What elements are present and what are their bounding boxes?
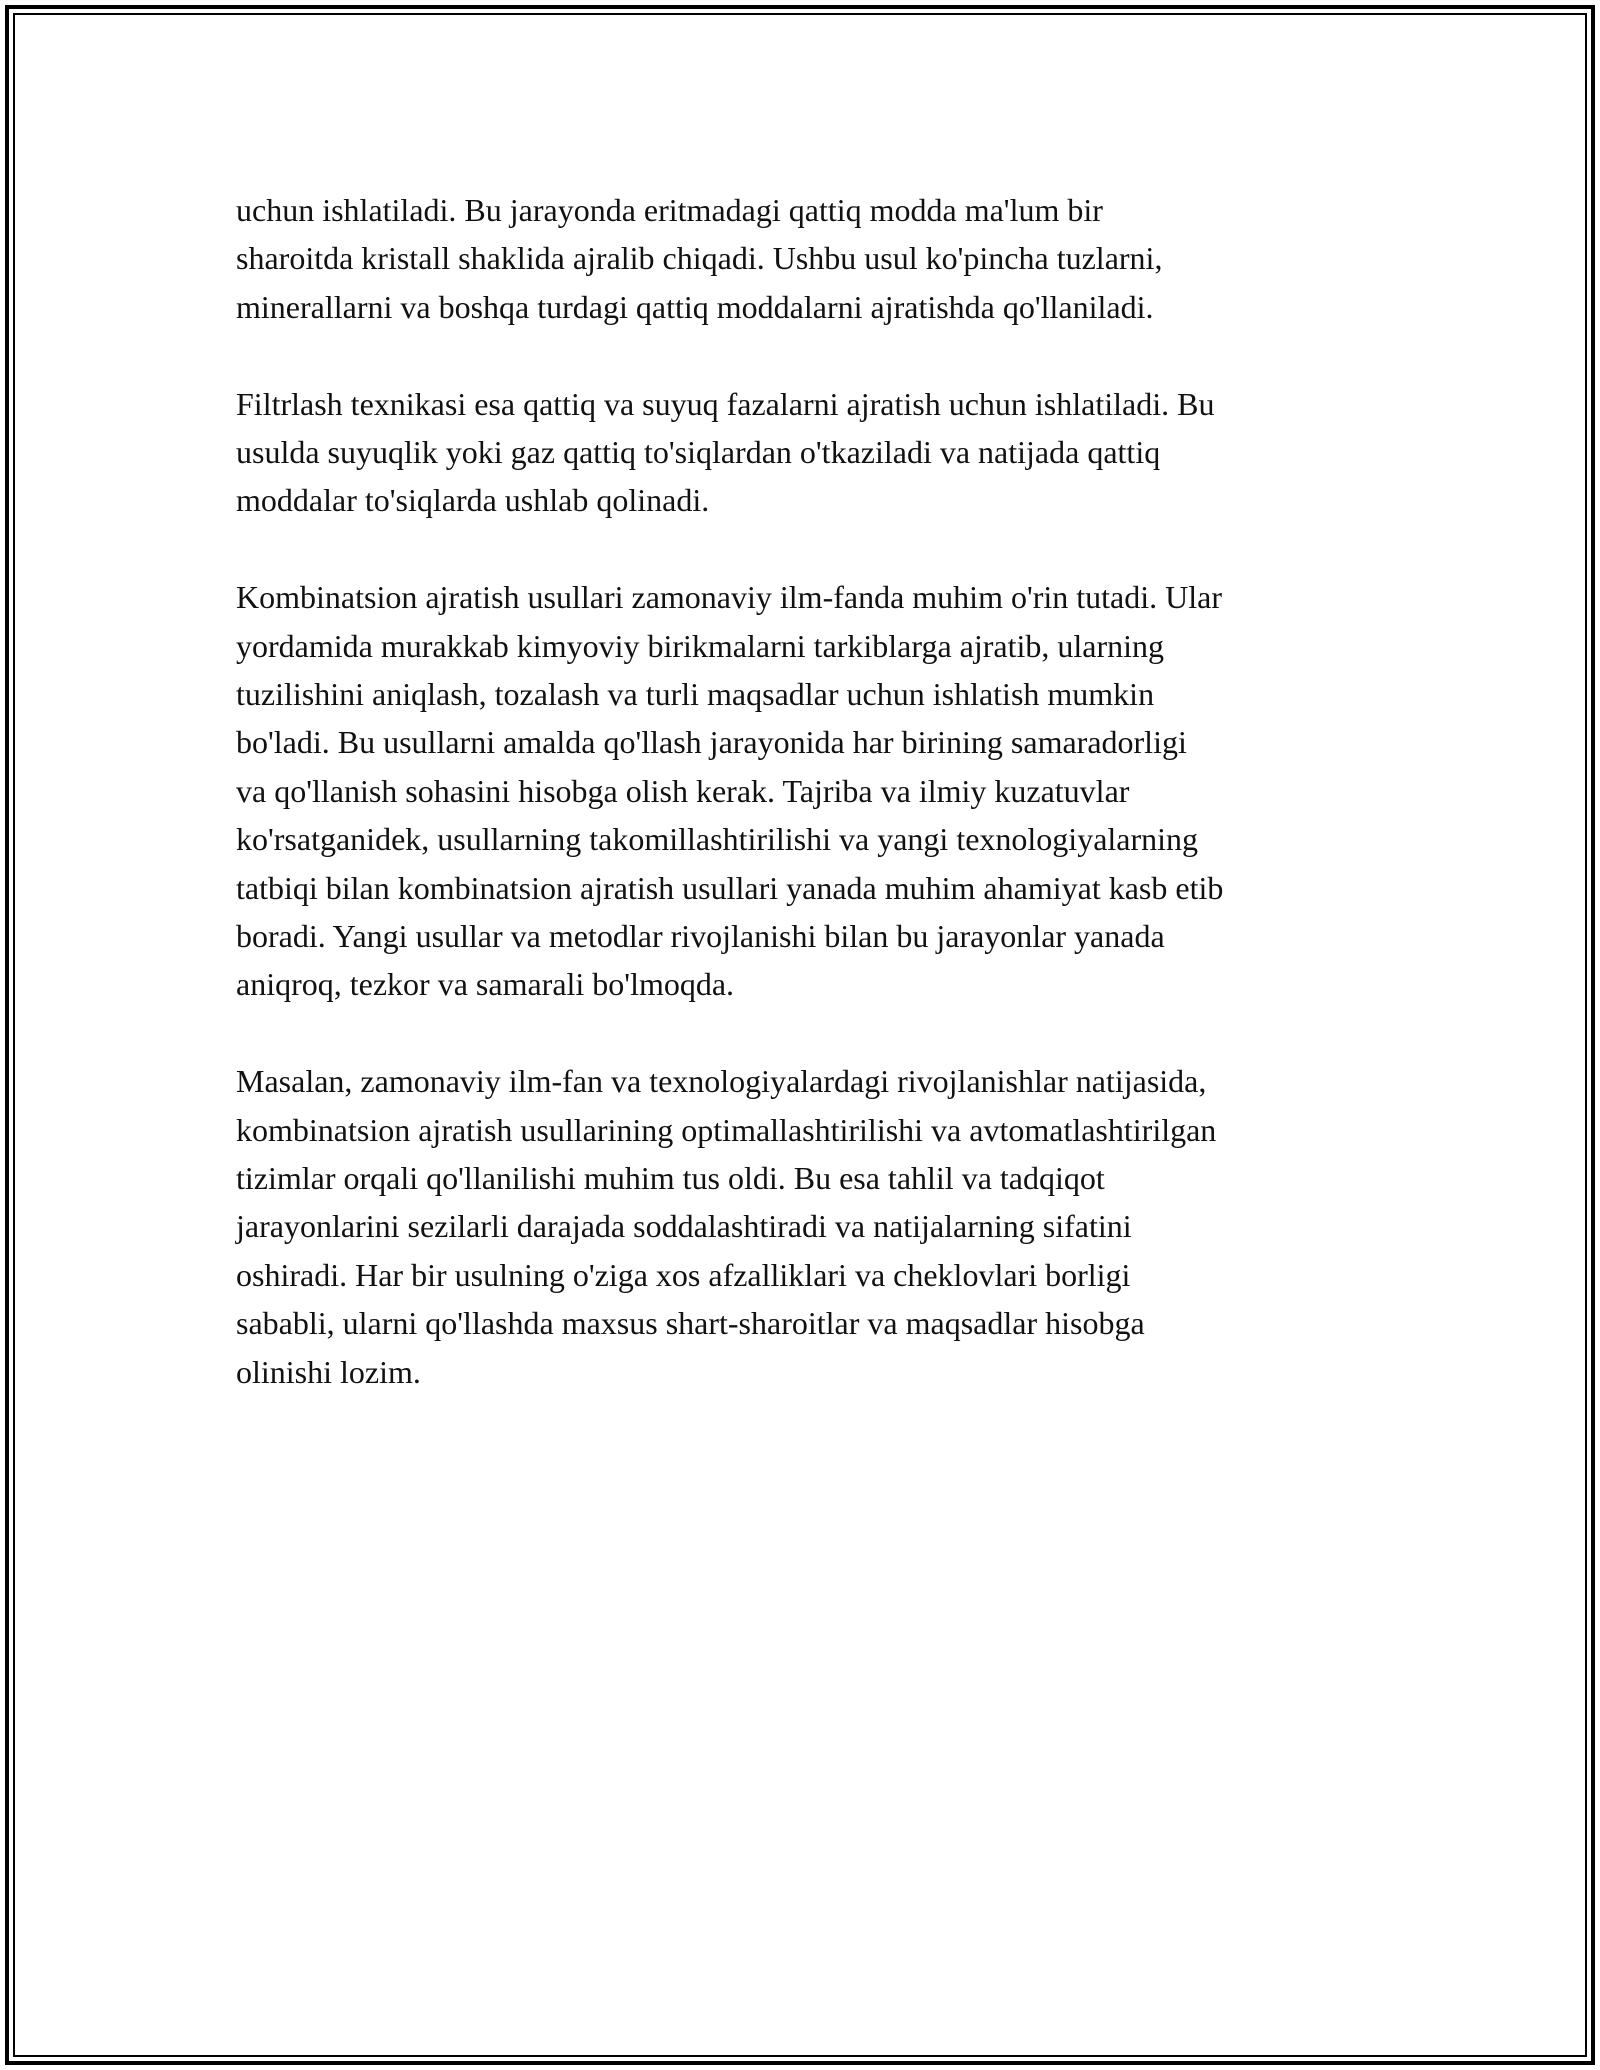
text-line: moddalar to'siqlarda ushlab qolinadi.	[236, 482, 710, 519]
text-line: minerallarni va boshqa turdagi qattiq moddalarni ajratishda qo'llaniladi.	[236, 288, 1154, 325]
document-body	[236, 186, 1396, 1445]
text-line: usulda suyuqlik yoki gaz qattiq to'siqlardan o'tkaziladi va natijada qattiq	[236, 434, 1161, 471]
paragraph-combined-methods	[236, 573, 1396, 1009]
text-line: tizimlar orqali qo'llanilishi muhim tus oldi. Bu esa tahlil va tadqiqot	[236, 1160, 1105, 1197]
text-line: Kombinatsion ajratish usullari zamonaviy ilm-fanda muhim o'rin tutadi. Ular	[236, 579, 1222, 616]
text-line: yordamida murakkab kimyoviy birikmalarni tarkiblarga ajratib, ularning	[236, 627, 1165, 664]
text-line: olinishi lozim.	[236, 1353, 421, 1390]
text-line: sharoitda kristall shaklida ajralib chiqadi. Ushbu usul ko'pincha tuzlarni,	[236, 240, 1163, 277]
text-line: Filtrlash texnikasi esa qattiq va suyuq fazalarni ajratish uchun ishlatiladi. Bu	[236, 385, 1215, 422]
paragraph-example-optimization	[236, 1057, 1396, 1396]
paragraph-crystallization	[236, 186, 1396, 331]
text-line: oshiradi. Har bir usulning o'ziga xos afzalliklari va cheklovlari borligi	[236, 1256, 1131, 1293]
text-line: Masalan, zamonaviy ilm-fan va texnologiyalardagi rivojlanishlar natijasida,	[236, 1063, 1207, 1100]
text-line: uchun ishlatiladi. Bu jarayonda eritmadagi qattiq modda ma'lum bir	[236, 192, 1103, 228]
text-line: boradi. Yangi usullar va metodlar rivojlanishi bilan bu jarayonlar yanada	[236, 918, 1165, 955]
text-line: tuzilishini aniqlash, tozalash va turli maqsadlar uchun ishlatish mumkin	[236, 676, 1155, 713]
text-line: sababli, ularni qo'llashda maxsus shart-sharoitlar va maqsadlar hisobga	[236, 1305, 1145, 1342]
paragraph-filtration	[236, 380, 1396, 525]
text-line: kombinatsion ajratish usullarining optimallashtirilishi va avtomatlashtirilgan	[236, 1111, 1217, 1148]
text-line: bo'ladi. Bu usullarni amalda qo'llash jarayonida har birining samaradorligi	[236, 724, 1187, 761]
text-line: tatbiqi bilan kombinatsion ajratish usullari yanada muhim ahamiyat kasb etib	[236, 869, 1224, 906]
text-line: ko'rsatganidek, usullarning takomillashtirilishi va yangi texnologiyalarning	[236, 821, 1199, 858]
text-line: aniqroq, tezkor va samarali bo'lmoqda.	[236, 966, 735, 1003]
text-line: va qo'llanish sohasini hisobga olish kerak. Tajriba va ilmiy kuzatuvlar	[236, 772, 1130, 809]
text-line: jarayonlarini sezilarli darajada soddalashtiradi va natijalarning sifatini	[236, 1208, 1132, 1245]
